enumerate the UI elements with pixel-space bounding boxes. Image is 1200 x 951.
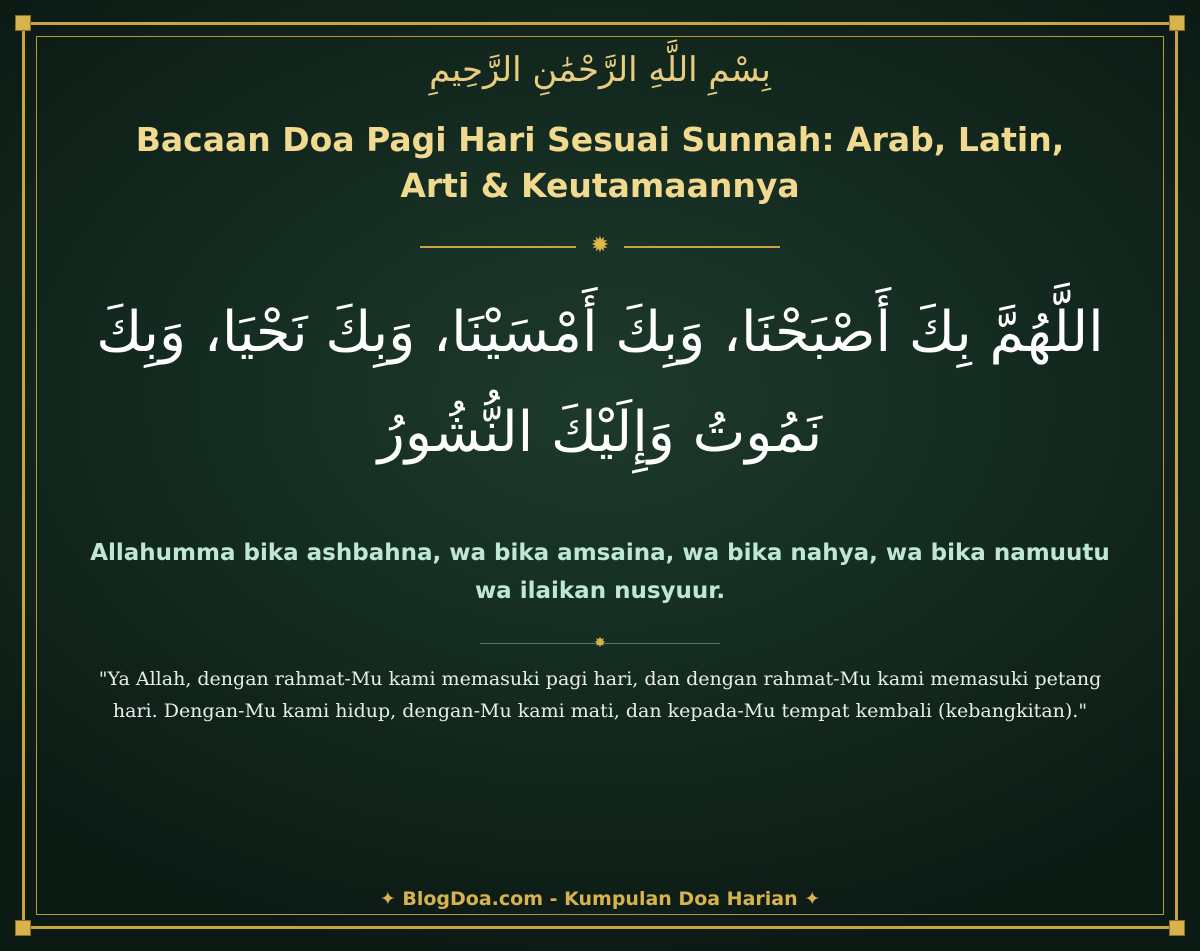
latin-transliteration: Allahumma bika ashbahna, wa bika amsaina, wa bika nahya, wa bika namuutu wa ilaikan nusyuur. (90, 540, 1110, 604)
sun-star-icon: ✹ (590, 233, 610, 258)
page-title: Bacaan Doa Pagi Hari Sesuai Sunnah: Arab, Latin, Arti & Keutamaannya (135, 120, 1065, 205)
divider-line-right (624, 246, 780, 248)
translation-text: "Ya Allah, dengan rahmat-Mu kami memasuki pagi hari, dan dengan rahmat-Mu kami memasuki petang hari. Dengan-Mu kami hidup, dengan-Mu kami mati, dan kepada-Mu tempat kembali (kebangkitan)." (98, 668, 1102, 722)
diamond-star-icon: ✸ (594, 635, 606, 651)
arabic-prayer-text: اللَّهُمَّ بِكَ أَصْبَحْنَا، وَبِكَ أَمْسَيْنَا، وَبِكَ نَحْيَا، وَبِكَ نَمُوتُ وَإِلَيْكَ النُّشُورُ (96, 300, 1104, 465)
title-divider (420, 233, 780, 258)
footer-credit: ✦ BlogDoa.com - Kumpulan Doa Harian ✦ (379, 888, 821, 910)
basmalah: بِسْمِ اللَّهِ الرَّحْمَٰنِ الرَّحِيمِ (429, 50, 771, 90)
divider-line-left (420, 246, 576, 248)
section-divider (480, 636, 720, 650)
